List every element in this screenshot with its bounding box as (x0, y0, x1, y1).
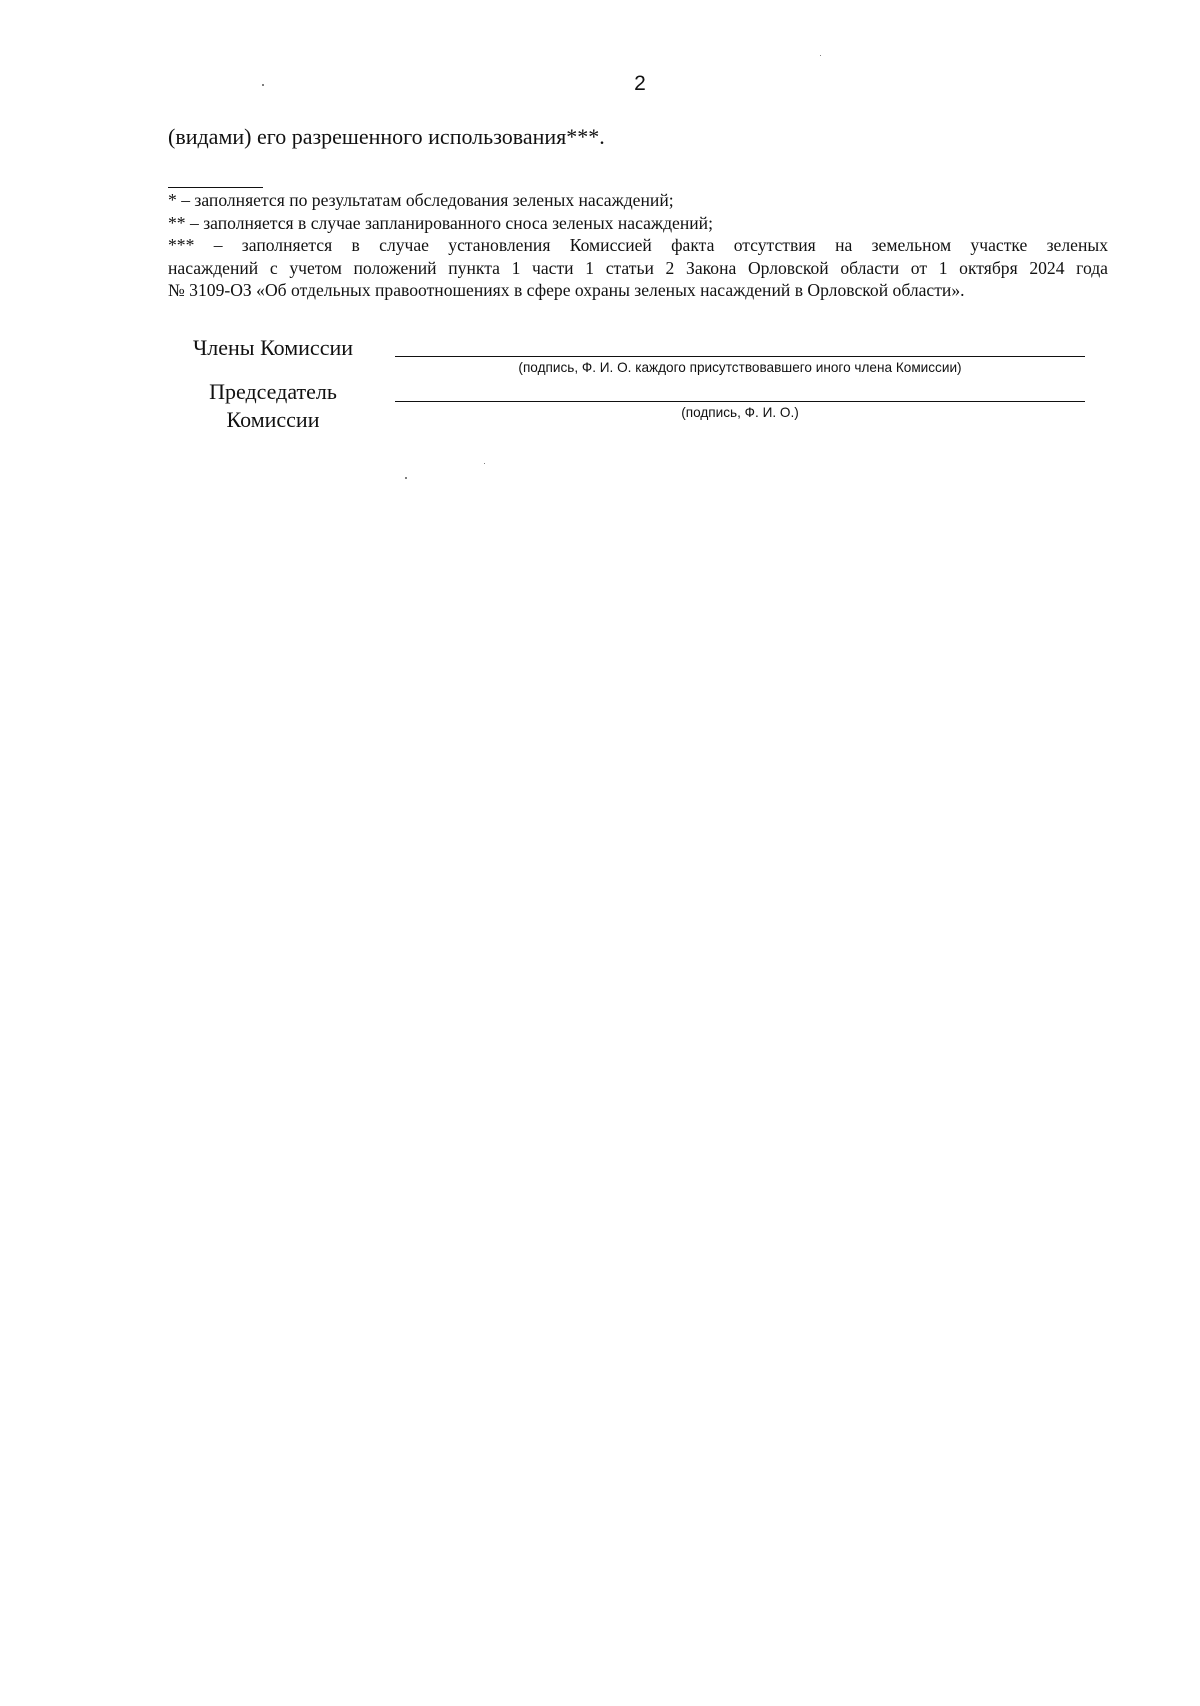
footnote-separator (168, 187, 263, 188)
chairman-signature-caption: (подпись, Ф. И. О.) (681, 405, 799, 420)
scan-speck (484, 463, 485, 464)
footnote-2: ** – заполняется в случае запланированного сноса зеленых насаждений; (168, 212, 713, 233)
footnote-3-line-3: № 3109-ОЗ «Об отдельных правоотношениях в сфере охраны зеленых насаждений в Орловской области». (168, 280, 965, 300)
footnotes (168, 189, 1108, 302)
footnote-3 (168, 234, 1108, 302)
chairman-label-line-2: Комиссии (226, 407, 320, 432)
chairman-label-line-1: Председатель (209, 379, 337, 404)
page-number: 2 (634, 72, 646, 95)
members-signature-line (395, 356, 1085, 357)
footnote-3-line-2: насаждений с учетом положений пункта 1 части 1 статьи 2 Закона Орловской области от 1 октября 2024 года (168, 257, 1108, 278)
body-continuation-text: (видами) его разрешенного использования***. (168, 124, 605, 149)
members-signature-caption: (подпись, Ф. И. О. каждого присутствовавшего иного члена Комиссии) (518, 360, 962, 375)
scan-speck (405, 477, 407, 479)
chairman-signature-line (395, 401, 1085, 402)
members-label: Члены Комиссии (192, 335, 354, 360)
footnote-3-line-1: *** – заполняется в случае установления Комиссией факта отсутствия на земельном участке зеленых (168, 235, 1108, 255)
scan-speck (262, 84, 264, 86)
footnote-1: * – заполняется по результатам обследования зеленых насаждений; (168, 190, 674, 210)
scan-speck (820, 55, 821, 56)
